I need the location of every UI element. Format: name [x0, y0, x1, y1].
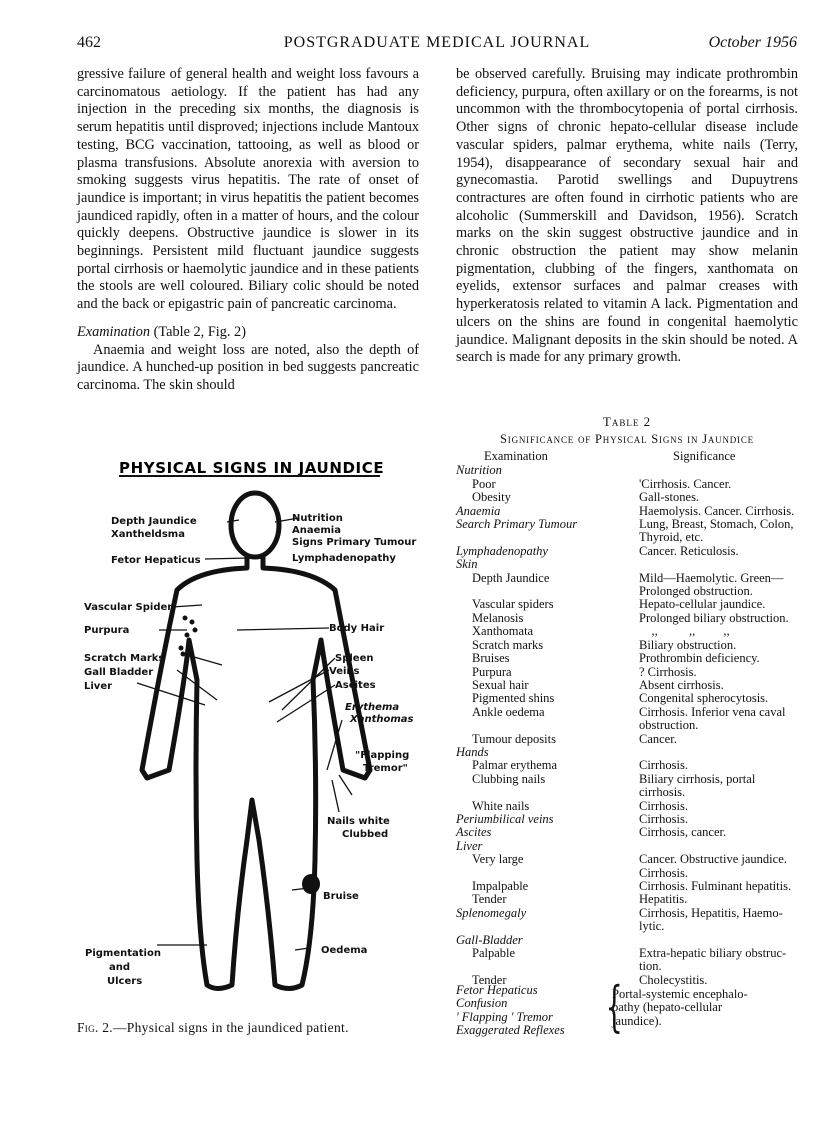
cell-examination — [456, 786, 639, 799]
cell-significance: Thyroid, etc. — [639, 530, 704, 545]
cell-significance: Cirrhosis. Inferior vena caval — [639, 704, 786, 719]
figure-caption — [77, 1020, 419, 1036]
cell-examination: Obesity — [472, 490, 511, 505]
table-row — [456, 719, 802, 732]
cell-examination — [456, 960, 639, 973]
cell-examination: Ascites — [456, 825, 492, 840]
table-row — [456, 598, 802, 611]
table-row — [456, 786, 802, 799]
cell-examination: Impalpable — [472, 879, 529, 893]
cell-significance: Extra-hepatic biliary obstruc- — [639, 946, 787, 961]
cell-examination: Liver — [456, 838, 483, 853]
table-row — [456, 652, 802, 665]
table-header-row — [456, 450, 802, 464]
cell-significance — [639, 934, 802, 947]
col-examination: Examination — [484, 449, 548, 463]
table-row — [456, 692, 802, 705]
cell-significance: Hepato-cellular jaundice. — [639, 597, 766, 612]
label-ascites: Ascites — [335, 680, 376, 691]
table-physical-signs — [456, 450, 802, 987]
table-row — [456, 518, 802, 531]
table-row — [456, 746, 802, 759]
section-heading-ref: (Table 2, Fig. 2) — [153, 323, 246, 340]
table-row — [456, 464, 802, 477]
table-row — [456, 733, 802, 746]
cell-significance: Biliary cirrhosis, portal — [639, 771, 756, 786]
cell-significance: ,, ,, ,, — [639, 624, 730, 639]
label-depth-jaundice: Depth Jaundice — [111, 516, 197, 527]
label-spleen: Spleen — [335, 653, 374, 664]
brace-left-items — [456, 984, 596, 1038]
label-nutrition: Nutrition — [292, 513, 343, 524]
cell-examination — [456, 719, 639, 732]
table-row — [456, 545, 802, 558]
table-row — [456, 679, 802, 692]
brace-right-item: pathy (hepato-cellular — [612, 1000, 723, 1015]
table-row — [456, 800, 802, 813]
cell-examination: Sexual hair — [472, 677, 529, 692]
table-title: Table 2 — [602, 414, 652, 429]
label-bruise: Bruise — [323, 891, 359, 902]
cell-examination: Vascular spiders — [472, 597, 554, 612]
cell-examination: Bruises — [472, 651, 510, 666]
cell-significance: Cirrhosis. — [639, 811, 688, 826]
journal-title: POSTGRADUATE MEDICAL JOURNAL — [283, 34, 591, 51]
curly-brace: { — [605, 975, 623, 1038]
cell-significance: Congenital spherocytosis. — [639, 691, 769, 706]
body-diagram — [77, 440, 419, 1020]
cell-examination: Gall-Bladder — [456, 932, 523, 947]
cell-examination: Palmar erythema — [472, 758, 558, 773]
paragraph: Anaemia and weight loss are noted, also the depth of jaundice. A hunched-up position in bed suggests pancreatic carcinoma. The skin should — [77, 341, 419, 393]
figure-physical-signs — [77, 440, 419, 1050]
brace-left-item: Fetor Hepaticus — [456, 983, 538, 997]
table-row — [456, 773, 802, 786]
cell-significance: obstruction. — [639, 718, 699, 733]
cell-significance: Biliary obstruction. — [639, 637, 737, 652]
cell-examination: Scratch marks — [472, 637, 544, 652]
label-purpura: Purpura — [84, 625, 130, 636]
cell-examination: Anaemia — [456, 503, 501, 518]
table-row — [456, 853, 802, 866]
cell-examination: Depth Jaundice — [472, 570, 550, 585]
cell-significance: Cancer. Reticulosis. — [639, 543, 739, 558]
paragraph: be observed carefully. Bruising may indicate prothrombin deficiency, purpura, often axillary or on the forearms, is not uncommon with the thrombocytopenia of portal cirrhosis. Other signs of chronic hepato-cellular disease include vascular spiders, palmar erythema, white nails (Terry, 1954), disappearance of secondary sexual hair and gynecomastia. Parotid swellings and Dupuytrens contractures are often found in cirrhotic patients who are alcoholic (Summerskill and Davidson, 1956). Scratch marks on the skin suggest obstructive jaundice and in chronic obstruction the patient may show melanin pigmentation, clubbing of the fingers, xanthomata on eyelids, extensor surfaces and palmar creases with hyperkeratosis related to vitamin A lack. Pigmentation and ulcers on the shins are found in congenital haemolytic jaundice. Malignant deposits in the skin should be noted. A search is made for any primary growth. — [456, 66, 798, 366]
table-row — [456, 478, 802, 491]
cell-significance: tion. — [639, 959, 662, 974]
cell-examination: Melanosis — [472, 610, 524, 625]
cell-examination: Tender — [472, 972, 507, 987]
label-nails: Nails white — [327, 816, 390, 827]
cell-examination: Skin — [456, 557, 478, 572]
cell-examination: Periumbilical veins — [456, 811, 554, 826]
figure-labels — [84, 513, 416, 987]
table-row — [456, 759, 802, 772]
table-row — [456, 934, 802, 947]
cell-examination — [456, 867, 639, 880]
page-header — [77, 34, 797, 56]
cell-significance: cirrhosis. — [639, 785, 686, 800]
table-row — [456, 558, 802, 571]
col-significance: Significance — [673, 449, 736, 463]
cell-examination — [456, 920, 639, 933]
cell-significance: Cirrhosis. — [639, 758, 688, 773]
label-signs-primary: Signs Primary Tumour — [292, 537, 417, 548]
cell-significance: Cancer. Obstructive jaundice. — [639, 852, 787, 867]
cell-examination: Search Primary Tumour — [456, 517, 578, 532]
table-row — [456, 666, 802, 679]
cell-significance: Lung, Breast, Stomach, Colon, — [639, 517, 794, 532]
label-oedema: Oedema — [321, 945, 368, 956]
cell-significance: Haemolysis. Cancer. Cirrhosis. — [639, 503, 795, 518]
table-row — [456, 813, 802, 826]
table-row — [456, 625, 802, 638]
cell-significance: 'Cirrhosis. Cancer. — [639, 476, 732, 491]
cell-examination: White nails — [472, 798, 530, 813]
cell-significance: Mild—Haemolytic. Green— — [639, 570, 784, 585]
label-fetor: Fetor Hepaticus — [111, 555, 201, 566]
cell-examination — [456, 531, 639, 544]
table-row — [456, 531, 802, 544]
label-and: and — [109, 962, 131, 973]
figure-title: PHYSICAL SIGNS IN JAUNDICE — [119, 459, 385, 477]
cell-significance: lytic. — [639, 919, 665, 934]
cell-significance: Prolonged biliary obstruction. — [639, 610, 789, 625]
table-row — [456, 612, 802, 625]
label-anaemia: Anaemia — [292, 525, 341, 536]
cell-examination: Tumour deposits — [472, 731, 556, 746]
label-clubbed: Clubbed — [342, 829, 389, 840]
cell-significance — [639, 464, 802, 477]
cell-significance — [639, 840, 802, 853]
left-column — [77, 66, 419, 395]
brace-right-item: jaundice). — [612, 1013, 662, 1028]
table-row — [456, 505, 802, 518]
table-row — [456, 907, 802, 920]
issue-date: October 1956 — [708, 34, 797, 51]
cell-significance: Cirrhosis. — [639, 798, 688, 813]
label-veins: Veins — [329, 666, 360, 677]
brace-left-item: Confusion — [456, 996, 508, 1011]
cell-examination: Hands — [456, 744, 489, 759]
right-column — [456, 66, 798, 367]
brace-left-item: ' Flapping ' Tremor — [456, 1009, 553, 1024]
label-scratch: Scratch Marks — [84, 653, 165, 664]
table-row — [456, 585, 802, 598]
cell-examination: Clubbing nails — [472, 771, 546, 786]
sign-marks — [179, 616, 321, 895]
cell-examination: Xanthomata — [472, 624, 534, 639]
table-row — [456, 491, 802, 504]
table-row — [456, 960, 802, 973]
brace-right-item: Portal-systemic encephalo- — [612, 987, 748, 1001]
section-heading-title: Examination — [77, 323, 151, 340]
table-row — [456, 867, 802, 880]
cell-significance — [639, 558, 802, 571]
table-row — [456, 920, 802, 933]
table-row — [456, 826, 802, 839]
cell-significance: Cirrhosis. Fulminant hepatitis. — [639, 879, 792, 893]
cell-significance: Prolonged obstruction. — [639, 584, 753, 599]
label-erythema: Erythema — [345, 702, 400, 713]
cell-significance: Prothrombin deficiency. — [639, 651, 760, 666]
cell-examination: Purpura — [472, 664, 512, 679]
label-gall: Gall Bladder — [84, 667, 154, 678]
cell-significance: ? Cirrhosis. — [639, 664, 697, 679]
cell-significance: Cancer. — [639, 731, 677, 746]
label-vascular-spider: Vascular Spider — [84, 602, 173, 613]
label-xanthomas: Xanthomas — [350, 714, 414, 725]
cell-examination: Ankle oedema — [472, 704, 545, 719]
table-row — [456, 706, 802, 719]
label-lymph: Lymphadenopathy — [292, 553, 396, 564]
caption-prefix: Fig. 2. — [77, 1020, 113, 1035]
section-heading — [77, 324, 419, 342]
table-row — [456, 572, 802, 585]
table-row — [456, 893, 802, 906]
cell-examination: Pigmented shins — [472, 691, 555, 706]
table-row — [456, 880, 802, 893]
cell-examination: Palpable — [472, 946, 516, 961]
table-row — [456, 639, 802, 652]
label-ulcers: Ulcers — [107, 976, 143, 987]
cell-examination: Tender — [472, 892, 507, 907]
page-number: 462 — [77, 34, 101, 51]
brace-right-items — [612, 988, 792, 1028]
table-row — [456, 947, 802, 960]
cell-significance: Cholecystitis. — [639, 972, 708, 987]
cell-examination: Very large — [472, 852, 524, 867]
cell-examination: Poor — [472, 476, 496, 491]
cell-significance: Cirrhosis. — [639, 865, 688, 880]
label-pigmentation: Pigmentation — [85, 948, 161, 959]
cell-examination: Nutrition — [456, 463, 502, 478]
caption-text: —Physical signs in the jaundiced patient. — [112, 1020, 349, 1035]
cell-examination: Lymphadenopathy — [456, 543, 548, 558]
brace-left-item: Exaggerated Reflexes — [456, 1023, 565, 1038]
label-body-hair: Body Hair — [329, 623, 385, 634]
cell-examination — [456, 585, 639, 598]
cell-examination: Splenomegaly — [456, 905, 527, 920]
table-subtitle: Significance of Physical Signs in Jaundice — [500, 432, 754, 446]
label-flapping: "Flapping — [355, 750, 410, 761]
paragraph: gressive failure of general health and weight loss favours a carcinomatous aetiology. If the patient has had any injection in the preceding six months, the diagnosis is serum hepatitis until disproved; injections include Mantoux testing, BCG vaccination, tattooing, as well as blood or plasma transfusions. Absolute anorexia with aversion to smoking suggests virus hepatitis. The rate of onset of jaundice is important; in virus hepatitis the patient becomes jaundiced rapidly, often in a matter of hours, and the colour quickly deepens. Obstructive jaundice is slower in its beginnings. Persistent mild fluctuant jaundice suggests portal cirrhosis or haemolytic jaundice and in these patients the stools are well coloured. Biliary colic should be noted and the back or epigastric pain of pancreatic carcinoma. — [77, 66, 419, 313]
table-row — [456, 840, 802, 853]
cell-significance — [639, 746, 802, 759]
cell-significance: Gall-stones. — [639, 490, 700, 505]
cell-significance: Cirrhosis, cancer. — [639, 825, 727, 840]
label-xanthelasma: Xantheldsma — [111, 529, 185, 540]
cell-significance: Hepatitis. — [639, 892, 688, 907]
label-liver: Liver — [84, 681, 113, 692]
cell-significance: Absent cirrhosis. — [639, 677, 724, 692]
cell-significance: Cirrhosis, Hepatitis, Haemo- — [639, 905, 783, 920]
label-tremor: Tremor" — [363, 763, 408, 774]
